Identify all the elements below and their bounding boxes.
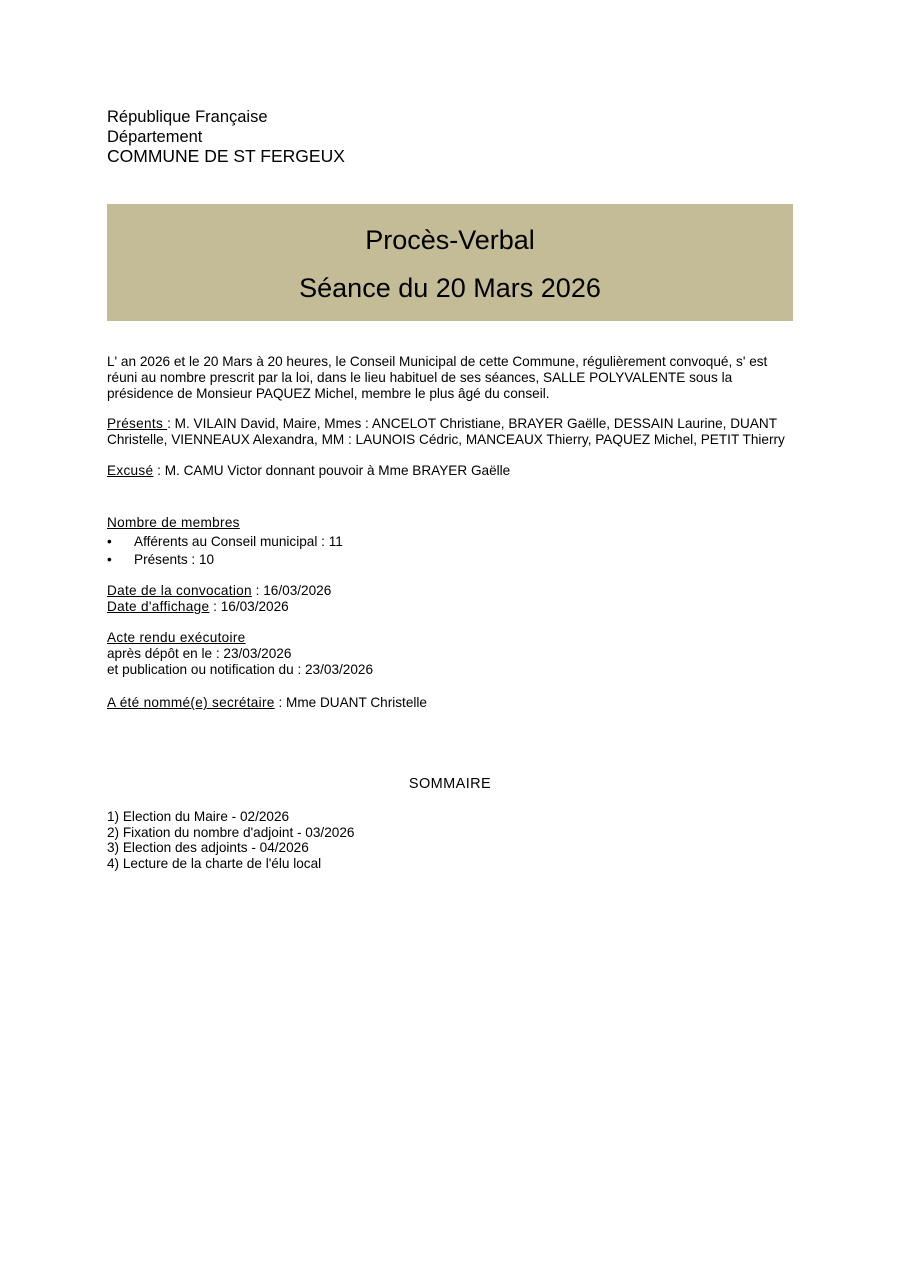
list-item: 1) Election du Maire - 02/2026 (107, 809, 290, 824)
intro-line-1: L' an 2026 et le 20 Mars à 20 heures, le Conseil Municipal de cette Commune, régulièrement convoqué, s' est (107, 354, 768, 369)
excuse-paragraph (107, 463, 793, 479)
acte-label: Acte rendu exécutoire (107, 630, 246, 645)
acte-section (107, 630, 793, 678)
header-block (107, 108, 345, 167)
bullet-icon: • (107, 534, 112, 549)
convocation-label: Date de la convocation (107, 583, 252, 598)
list-item: • Présents : 10 (107, 552, 215, 567)
presents-label: Présents (107, 416, 168, 431)
presents-text-1: : M. VILAIN David, Maire, Mmes : ANCELOT Christiane, BRAYER Gaëlle, DESSAIN Laurine, DUANT (167, 416, 778, 431)
bullet-icon: • (107, 552, 112, 567)
list-item: 2) Fixation du nombre d'adjoint - 03/2026 (107, 824, 355, 840)
membres-label: Nombre de membres (107, 515, 240, 530)
session-date-title: Séance du 20 Mars 2026 (299, 273, 601, 303)
convocation-value: : 16/03/2026 (251, 583, 332, 598)
acte-publication: et publication ou notification du : 23/03/2026 (107, 662, 374, 677)
intro-line-2: réuni au nombre prescrit par la loi, dans le lieu habituel de ses séances, SALLE POLYVALENTE sous la (107, 370, 733, 385)
secretaire-section (107, 695, 793, 711)
presents-text-2: Christelle, VIENNEAUX Alexandra, MM : LAUNOIS Cédric, MANCEAUX Thierry, PAQUEZ Michel, PETIT Thierry (107, 432, 785, 447)
document-title: Procès-Verbal (365, 225, 535, 255)
affichage-label: Date d'affichage (107, 599, 210, 614)
list-item: • Afférents au Conseil municipal : 11 (107, 534, 343, 549)
membres-list (107, 533, 793, 569)
header-republique: République Française (107, 108, 268, 126)
header-departement: Département (107, 127, 203, 146)
acte-depot: après dépôt en le : 23/03/2026 (107, 646, 292, 661)
affichage-value: : 16/03/2026 (209, 599, 289, 614)
secretaire-label: A été nommé(e) secrétaire (107, 695, 275, 710)
affichage-date (107, 599, 793, 615)
presents-line-1 (107, 416, 793, 432)
excuse-label: Excusé (107, 463, 154, 478)
secretaire-value: : Mme DUANT Christelle (274, 695, 427, 710)
convocation-date (107, 583, 793, 599)
presents-paragraph (107, 416, 793, 448)
sommaire-list (107, 809, 793, 872)
intro-line-3: présidence de Monsieur PAQUEZ Michel, membre le plus âgé du conseil. (107, 386, 550, 401)
membres-section (107, 515, 793, 569)
list-item: 4) Lecture de la charte de l'élu local (107, 856, 322, 872)
intro-paragraph (107, 354, 793, 402)
title-box (107, 204, 793, 321)
dates-section (107, 583, 793, 615)
sommaire-title: SOMMAIRE (408, 776, 492, 792)
excuse-text: : M. CAMU Victor donnant pouvoir à Mme BRAYER Gaëlle (153, 463, 511, 478)
list-item: 3) Election des adjoints - 04/2026 (107, 840, 309, 856)
header-commune: COMMUNE DE ST FERGEUX (107, 146, 345, 166)
